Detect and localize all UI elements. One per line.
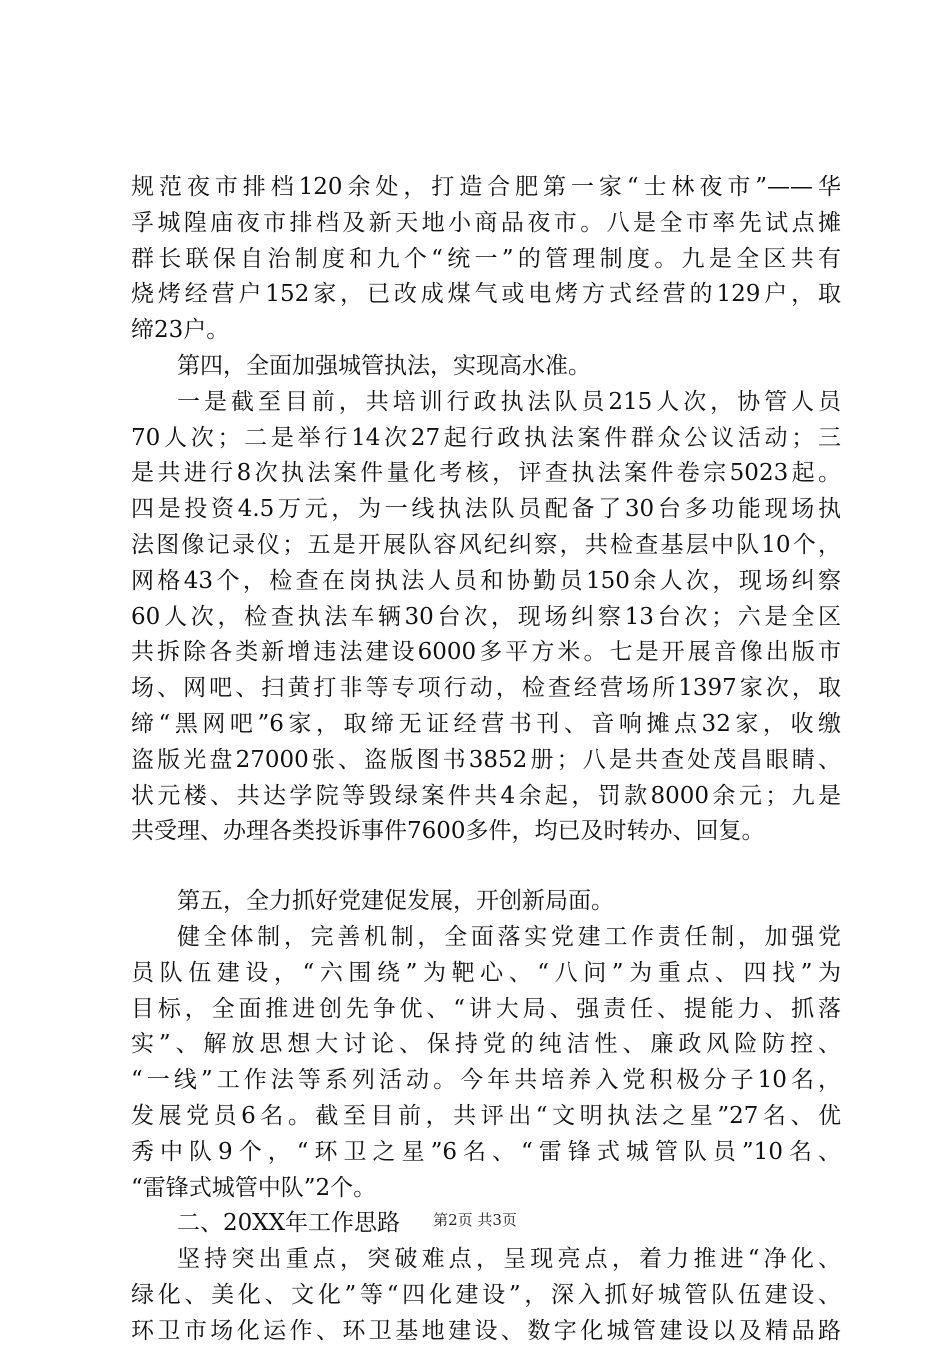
text-line: 规范夜市排档120余处，打造合肥第一家“士林夜市”——华 — [131, 174, 841, 200]
text-line: 场、网吧、扫黄打非等专项行动，检查经营场所1397家次，取 — [131, 675, 841, 702]
text-line: 健全体制，完善机制，全面落实党建工作责任制，加强党 — [177, 923, 841, 950]
text-line: “一线”工作法等系列活动。今年共培养入党积极分子10名， — [131, 1067, 841, 1094]
section-heading-fifth: 第五，全力抓好党建促发展，开创新局面。 — [177, 888, 614, 915]
section-heading-work-plan: 二、20XX年工作思路 — [177, 1210, 401, 1237]
text-line: 70人次；二是举行14次27起行政执法案件群众公议活动；三 — [131, 424, 841, 451]
text-line: 员队伍建设，“六围绕”为靶心、“八问”为重点、四找”为 — [131, 959, 841, 986]
text-line: 目标，全面推进创先争优、“讲大局、强责任、提能力、抓落 — [131, 995, 841, 1022]
paragraph-law-enforcement — [131, 385, 841, 850]
text-line: 一是截至目前，共培训行政执法队员215人次，协管人员 — [177, 388, 841, 415]
text-line: 孚城隍庙夜市排档及新天地小商品夜市。八是全市率先试点摊 — [131, 209, 841, 236]
paragraph-work-plan — [131, 1242, 841, 1349]
text-line: 缔“黑网吧”6家，取缔无证经营书刊、音响摊点32家，收缴 — [131, 710, 841, 737]
paragraph-party-building — [131, 920, 841, 1206]
text-line: 缔23户。 — [131, 317, 230, 344]
text-line: 群长联保自治制度和九个“统一”的管理制度。九是全区共有 — [131, 245, 841, 272]
section-heading-fourth: 第四，全面加强城管执法，实现高水准。 — [177, 352, 591, 379]
text-line: 法图像记录仪；五是开展队容风纪纠察，共检查基层中队10个， — [131, 531, 841, 558]
text-line: 网格43个，检查在岗执法人员和协勤员150余人次，现场纠察 — [131, 567, 841, 594]
text-line: 环卫市场化运作、环卫基地建设、数字化城管建设以及精品路 — [131, 1317, 841, 1344]
text-line: 坚持突出重点，突破难点，呈现亮点，着力推进“净化、 — [177, 1246, 841, 1273]
text-line: 盗版光盘27000张、盗版图书3852册；八是共查处茂昌眼睛、 — [131, 746, 841, 773]
text-line: 实”、解放思想大讨论、保持党的纯洁性、廉政风险防控、 — [131, 1031, 841, 1058]
text-line: 四是投资4.5万元，为一线执法队员配备了30台多功能现场执 — [131, 496, 841, 523]
text-line: 秀中队9个，“环卫之星”6名、“雷锋式城管队员”10名、 — [131, 1138, 841, 1165]
text-line: 状元楼、共达学院等毁绿案件共4余起，罚款8000余元；九是 — [131, 782, 841, 809]
text-line: 共受理、办理各类投诉事件7600多件，均已及时转办、回复。 — [131, 818, 765, 845]
text-line: 烧烤经营户152家，已改成煤气或电烤方式经营的129户，取 — [131, 281, 841, 308]
document-body — [131, 170, 841, 1350]
paragraph-spacer — [131, 850, 841, 884]
text-line: 是共进行8次执法案件量化考核，评查执法案件卷宗5023起。 — [131, 460, 841, 487]
text-line: 共拆除各类新增违法建设6000多平方米。七是开展音像出版市 — [131, 639, 841, 666]
text-line: “雷锋式城管中队”2个。 — [131, 1174, 377, 1201]
page-number-footer: 第2页 共3页 — [433, 1211, 517, 1229]
text-line: 发展党员6名。截至目前，共评出“文明执法之星”27名、优 — [131, 1102, 841, 1129]
text-line: 60人次，检查执法车辆30台次，现场纠察13台次；六是全区 — [131, 603, 841, 630]
paragraph-night-market — [131, 170, 841, 349]
text-line: 绿化、美化、文化”等“四化建设”，深入抓好城管队伍建设、 — [131, 1281, 841, 1308]
